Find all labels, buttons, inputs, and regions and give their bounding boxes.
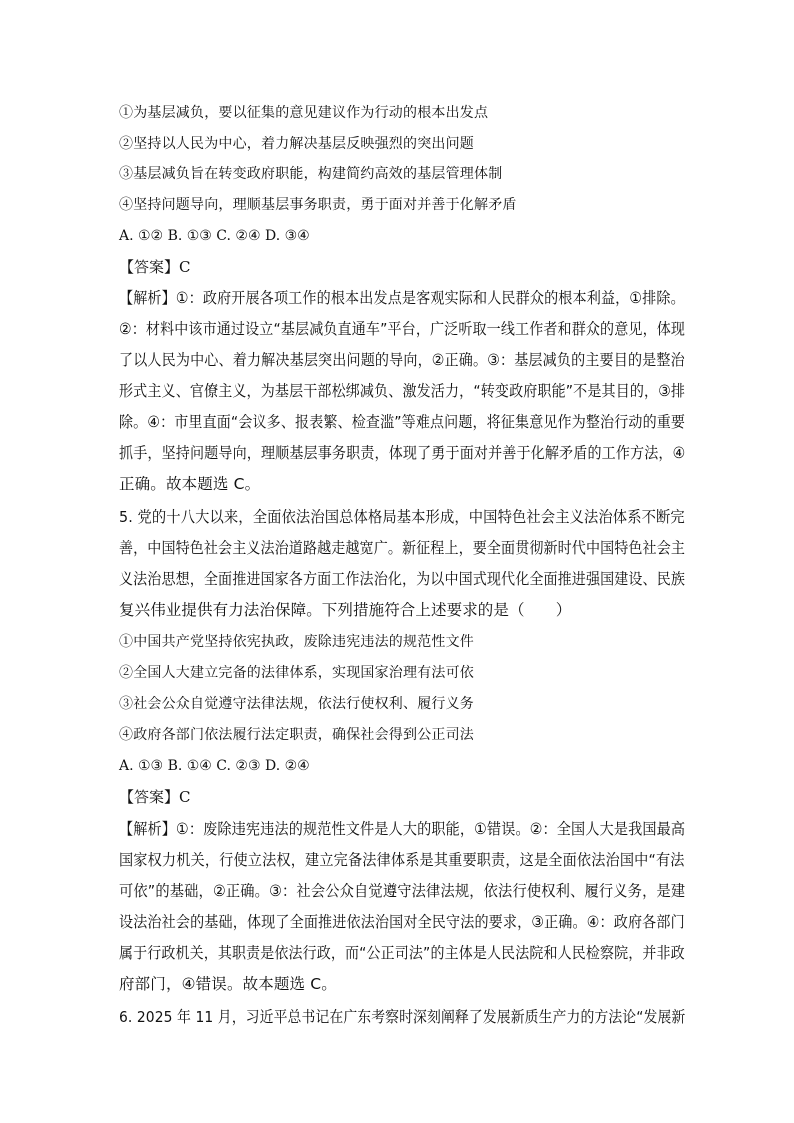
q5-stem-line: 善，中国特色社会主义法治道路越走越宽广。新征程上，要全面贯彻新时代中国特色社会主	[119, 539, 686, 557]
q5-analysis-line: 属于行政机关，其职责是依法行政，而“公正司法”的主体是人民法院和人民检察院，并非政	[119, 944, 685, 962]
q5-stem-line: 5. 党的十八大以来，全面依法治国总体格局基本形成，中国特色社会主义法治体系不断完	[119, 508, 685, 526]
q5-choices: A. ①③ B. ①④ C. ②③ D. ②④	[119, 758, 310, 774]
q4-option-1: ①为基层减负，要以征集的意见建议作为行动的根本出发点	[119, 105, 489, 121]
q4-option-3: ③基层减负旨在转变政府职能，构建简约高效的基层管理体制	[119, 166, 503, 182]
q4-analysis-line: 了以人民为中心、着力解决基层突出问题的导向，②正确。③：基层减负的主要目的是整治	[119, 351, 685, 369]
q5-stem-line: 复兴伟业提供有力法治保障。下列措施符合上述要求的是（ ）	[119, 601, 572, 619]
q4-analysis-line: 【解析】①：政府开展各项工作的根本出发点是客观实际和人民群众的根本利益，①排除。	[119, 289, 685, 307]
q5-analysis-line: 国家权力机关，行使立法权，建立完备法律体系是其重要职责，这是全面依法治国中“有法	[119, 851, 685, 869]
q5-answer: 【答案】C	[119, 788, 191, 806]
q4-analysis-line: 抓手，坚持问题导向，理顺基层事务职责，体现了勇于面对并善于化解矛盾的工作方法，④	[119, 444, 686, 462]
q5-option-3: ③社会公众自觉遵守法律法规，依法行使权利、履行义务	[119, 696, 474, 712]
q5-analysis-line: 可依”的基础，②正确。③：社会公众自觉遵守法律法规，依法行使权利、履行义务，是建	[119, 882, 686, 900]
q5-option-2: ②全国人大建立完备的法律体系，实现国家治理有法可依	[119, 665, 474, 681]
q5-option-4: ④政府各部门依法履行法定职责，确保社会得到公正司法	[119, 727, 474, 743]
q4-choices: A. ①② B. ①③ C. ②④ D. ③④	[119, 228, 310, 244]
q5-option-1: ①中国共产党坚持依宪执政，废除违宪违法的规范性文件	[119, 634, 474, 650]
q4-analysis-line: 正确。故本题选 C。	[119, 475, 261, 493]
q4-option-2: ②坚持以人民为中心，着力解决基层反映强烈的突出问题	[119, 136, 474, 152]
q5-analysis-line: 府部门，④错误。故本题选 C。	[119, 975, 337, 993]
q6-stem-line: 6. 2025 年 11 月，习近平总书记在广东考察时深刻阐释了发展新质生产力的方法论“发展新	[119, 1008, 686, 1026]
q5-analysis-line: 设法治社会的基础，体现了全面推进依法治国对全民守法的要求，③正确。④：政府各部门	[119, 913, 685, 931]
q4-analysis-line: 除。④：市里直面“会议多、报表繁、检查滥”等难点问题，将征集意见作为整治行动的重要	[119, 413, 686, 431]
q5-stem-line: 义法治思想，全面推进国家各方面工作法治化，为以中国式现代化全面推进强国建设、民族	[119, 570, 686, 588]
q4-analysis-line: 形式主义、官僚主义，为基层干部松绑减负、激发活力，“转变政府职能”不是其目的，③排	[119, 382, 686, 400]
q4-analysis-line: ②：材料中该市通过设立“基层减负直通车”平台，广泛听取一线工作者和群众的意见，体现	[119, 320, 686, 338]
q4-answer: 【答案】C	[119, 258, 191, 276]
q4-option-4: ④坚持问题导向，理顺基层事务职责，勇于面对并善于化解矛盾	[119, 197, 517, 213]
q5-analysis-line: 【解析】①：废除违宪违法的规范性文件是人大的职能，①错误。②：全国人大是我国最高	[119, 820, 686, 838]
